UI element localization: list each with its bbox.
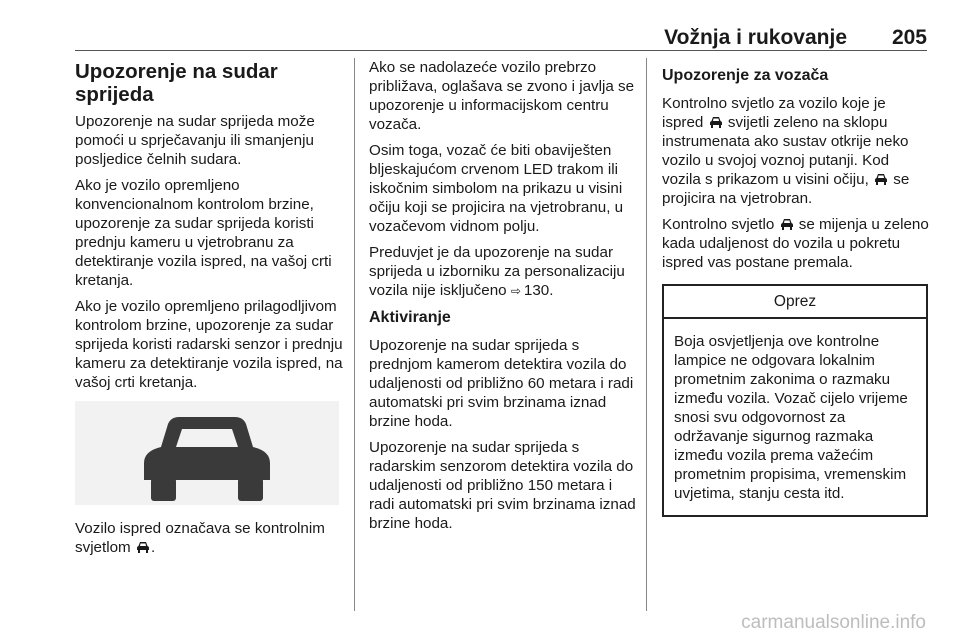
paragraph: Kontrolno svjetlo se mijenja u zeleno kada udaljenost do vozila u pokretu ispred vas postane premala.	[662, 216, 929, 271]
paragraph: Ako je vozilo opremljeno konvencionalnom kontrolom brzine, upozorenje za sudar sprijeda koristi prednju kameru u vjetrobranu za detektiranje vozila ispred, na vašoj crti kretanja.	[75, 177, 332, 289]
page-reference-link[interactable]: ⇨ 130.	[511, 282, 554, 299]
column-divider	[646, 58, 647, 611]
car-icon	[137, 542, 149, 553]
column-divider	[354, 58, 355, 611]
paragraph: Upozorenje na sudar sprijeda može pomoći u sprječavanju ili smanjenju posljedice čelnih sudara.	[75, 113, 315, 168]
paragraph: Upozorenje na sudar sprijeda s prednjom kamerom detektira vozila do udaljenosti od približno 60 metara i radi automatski pri svim brzinama iznad brzine hoda.	[369, 337, 634, 430]
car-icon	[781, 219, 793, 230]
caution-text: Boja osvjetljenja ove kontrolne lampice ne odgovara lokalnim prometnim zakonima o razmaku između vozila. Vozač cijelo vrijeme snosi svu odgovornost za održavanje sigurnog razmaka između vozila prema važećim prometnim propisima, vremenskim uvjetima, stanju cesta itd.	[674, 333, 908, 502]
caution-box	[662, 284, 928, 517]
section-heading: Upozorenje za vozača	[662, 67, 829, 84]
page-header	[75, 26, 927, 48]
caution-title: Oprez	[664, 286, 926, 319]
watermark: carmanualsonline.info	[741, 612, 926, 633]
paragraph: Upozorenje na sudar sprijeda s radarskim senzorom detektira vozila do udaljenosti od približno 150 metara i radi automatski pri svim brzinama iznad brzine hoda.	[369, 439, 636, 532]
paragraph: Kontrolno svjetlo za vozilo koje je ispred svijetli zeleno na sklopu instrumenata ako sustav otkrije neko vozilo u svojoj voznoj putanji. Kod vozila s prikazom u visini očiju, se projicira na vjetrobran.	[662, 95, 910, 207]
chapter-title: Vožnja i rukovanje	[664, 26, 847, 49]
page-number: 205	[891, 26, 927, 49]
paragraph: Preduvjet je da upozorenje na sudar sprijeda u izborniku za personalizaciju vozila nije isključeno ⇨ 130.	[369, 243, 637, 301]
section-heading: Aktiviranje	[369, 309, 451, 326]
paragraph: Ako se nadolazeće vozilo prebrzo približava, oglašava se zvono i javlja se upozorenje u informacijskom centru vozača.	[369, 59, 635, 133]
header-rule	[75, 50, 927, 51]
figure-caption: Vozilo ispred označava se kontrolnim svjetlom .	[75, 520, 325, 556]
car-front-icon	[75, 401, 339, 505]
column-3	[662, 58, 930, 517]
paragraph: Osim toga, vozač će biti obaviješten bljeskajućom crvenom LED trakom ili iskočnim simbolom na prikazu u visini očiju koji se projicira na vjetrobranu, u vozačevom vidnom polju.	[369, 142, 624, 235]
vehicle-ahead-figure	[75, 401, 339, 505]
car-icon	[875, 174, 887, 185]
section-heading: Upozorenje na sudar sprijeda	[75, 60, 278, 106]
paragraph: Ako je vozilo opremljeno prilagodljivom kontrolom brzine, upozorenje za sudar sprijeda koristi radarski senzor i prednju kameru za detektiranje vozila ispred, na vašoj crti kretanja.	[75, 298, 343, 391]
car-icon	[710, 117, 722, 128]
column-1	[75, 58, 343, 564]
column-2	[369, 58, 637, 540]
